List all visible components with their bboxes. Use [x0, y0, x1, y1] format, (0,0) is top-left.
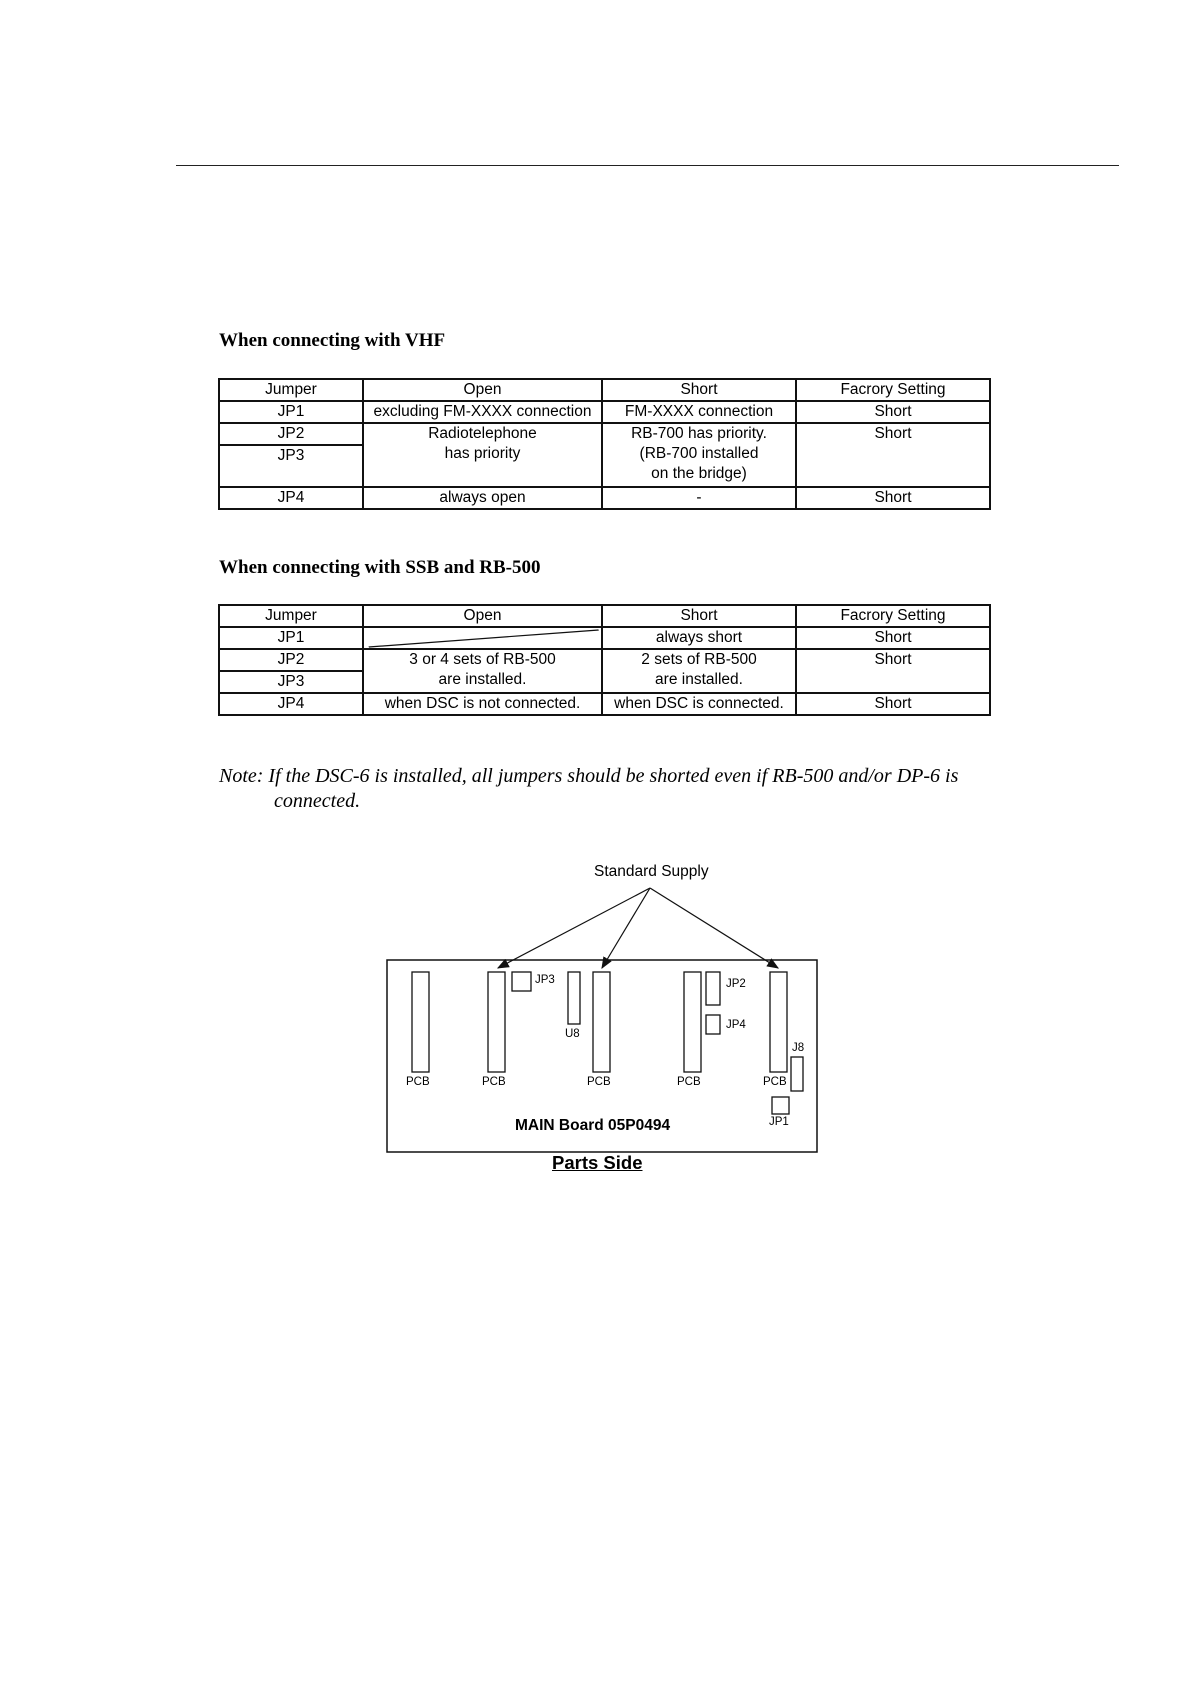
cell-open-line2: has priority [444, 445, 521, 462]
cell-short-line2: (RB-700 installed [639, 445, 759, 462]
table-row-jp1 [219, 401, 990, 423]
cell-factory: Short [796, 627, 990, 649]
cell-open [363, 649, 602, 693]
header-jumper: Jumper [219, 605, 363, 627]
header-short: Short [602, 379, 796, 401]
cell-short [602, 423, 796, 487]
ssb-jumper-table [218, 604, 991, 716]
jp2-label: JP2 [726, 978, 746, 990]
jp3-jumper [512, 972, 531, 991]
figure-caption: Parts Side [552, 1152, 643, 1173]
diagonal-slash [364, 628, 601, 648]
installation-note [219, 764, 1019, 814]
cell-jumper: JP1 [219, 627, 363, 649]
vhf-jumper-table [218, 378, 991, 510]
header-factory-setting: Facrory Setting [796, 605, 990, 627]
table-row-jp2 [219, 649, 990, 671]
header-factory-setting: Facrory Setting [796, 379, 990, 401]
cell-short: FM-XXXX connection [602, 401, 796, 423]
cell-open-line1: 3 or 4 sets of RB-500 [409, 651, 556, 668]
header-open: Open [363, 379, 602, 401]
cell-open: excluding FM-XXXX connection [363, 401, 602, 423]
header-short: Short [602, 605, 796, 627]
cell-short-line1: 2 sets of RB-500 [641, 651, 757, 668]
u8-chip [568, 972, 580, 1024]
cell-open-line2: are installed. [438, 671, 527, 688]
table-row-jp4 [219, 487, 990, 509]
cell-short-line2: are installed. [655, 671, 743, 688]
cell-factory: Short [796, 401, 990, 423]
j8-label: J8 [792, 1042, 805, 1054]
jp4-label: JP4 [726, 1019, 746, 1031]
pcb-label-2: PCB [482, 1076, 506, 1088]
jp2-jumper [706, 972, 720, 1005]
pcb-label-5: PCB [763, 1076, 787, 1088]
cell-open: always open [363, 487, 602, 509]
pcb-label-4: PCB [677, 1076, 701, 1088]
cell-short: when DSC is connected. [602, 693, 796, 715]
cell-open-line1: Radiotelephone [428, 425, 537, 442]
cell-factory: Short [796, 423, 990, 487]
arrow-to-pcb-2 [498, 888, 650, 968]
cell-factory: Short [796, 693, 990, 715]
pcb-connector-3 [593, 972, 610, 1072]
board-name-label: MAIN Board 05P0494 [515, 1117, 671, 1134]
u8-label: U8 [565, 1028, 580, 1040]
cell-jumper: JP3 [219, 671, 363, 693]
cell-short: - [602, 487, 796, 509]
cell-jumper: JP4 [219, 487, 363, 509]
cell-open [363, 423, 602, 487]
table-row-jp1 [219, 627, 990, 649]
pcb-label-3: PCB [587, 1076, 611, 1088]
cell-jumper: JP2 [219, 649, 363, 671]
cell-factory: Short [796, 649, 990, 693]
table-row-jp2 [219, 423, 990, 445]
jp1-label: JP1 [769, 1116, 789, 1128]
cell-jumper: JP3 [219, 445, 363, 487]
vhf-heading: When connecting with VHF [219, 330, 446, 351]
j8-connector [791, 1057, 803, 1091]
jp1-jumper [772, 1097, 789, 1114]
cell-jumper: JP2 [219, 423, 363, 445]
note-line2: connected. [274, 790, 361, 812]
table-header-row [219, 605, 990, 627]
pcb-label-1: PCB [406, 1076, 430, 1088]
header-rule [176, 165, 1119, 166]
standard-supply-label: Standard Supply [594, 863, 709, 880]
note-line1: Note: If the DSC-6 is installed, all jumpers should be shorted even if RB-500 and/or DP-6 is [219, 765, 959, 787]
pcb-connector-5 [770, 972, 787, 1072]
pcb-connector-2 [488, 972, 505, 1072]
jp3-label: JP3 [535, 974, 555, 986]
cell-short [602, 649, 796, 693]
table-row-jp4 [219, 693, 990, 715]
cell-short-line1: RB-700 has priority. [631, 425, 767, 442]
cell-factory: Short [796, 487, 990, 509]
cell-open: when DSC is not connected. [363, 693, 602, 715]
cell-jumper: JP1 [219, 401, 363, 423]
header-open: Open [363, 605, 602, 627]
header-jumper: Jumper [219, 379, 363, 401]
main-board-diagram [380, 860, 830, 1180]
pcb-connector-1 [412, 972, 429, 1072]
arrow-to-pcb-5 [650, 888, 778, 968]
table-header-row [219, 379, 990, 401]
pcb-connector-4 [684, 972, 701, 1072]
cell-short-line3: on the bridge) [651, 465, 747, 482]
cell-short: always short [602, 627, 796, 649]
cell-jumper: JP4 [219, 693, 363, 715]
jp4-jumper [706, 1015, 720, 1034]
cell-open-not-applicable [363, 627, 602, 649]
ssb-heading: When connecting with SSB and RB-500 [219, 557, 541, 578]
